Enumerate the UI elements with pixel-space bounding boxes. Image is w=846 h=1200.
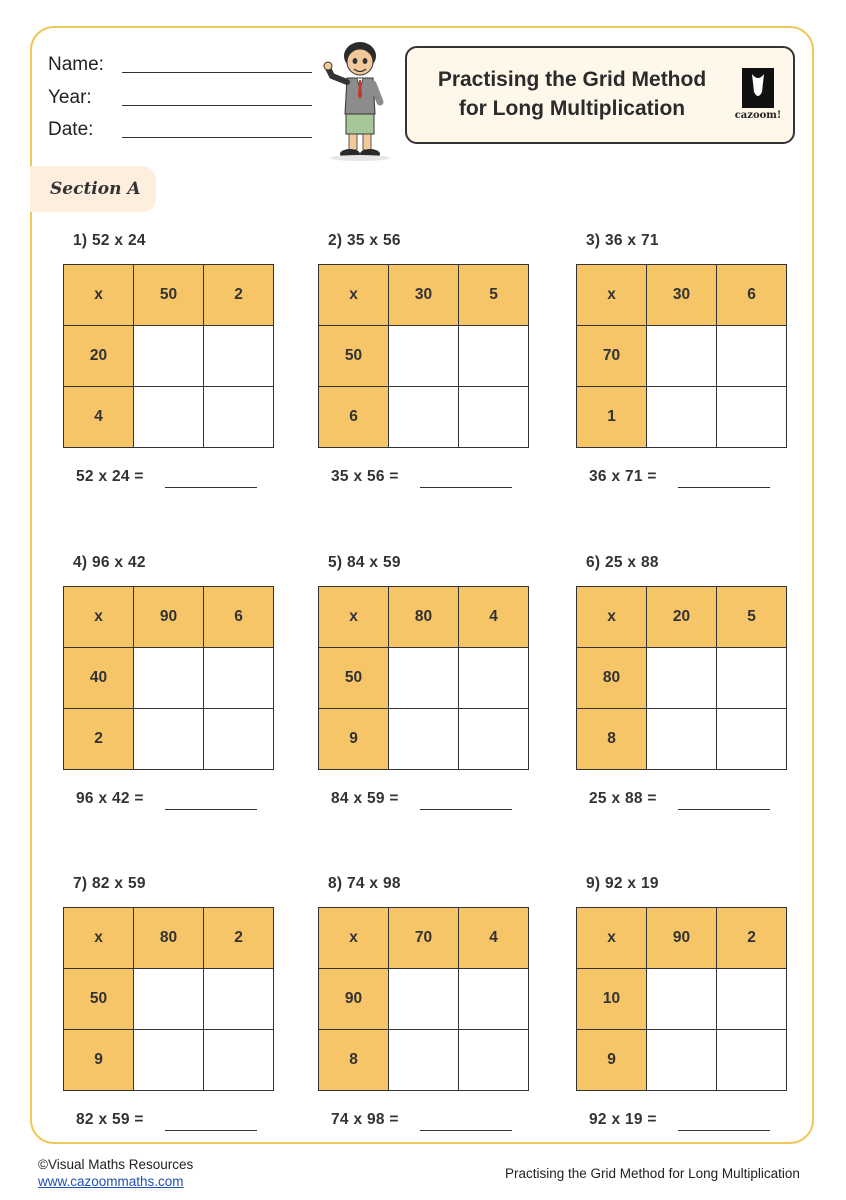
- grid-header-row: [577, 587, 787, 648]
- grid-answer-cell[interactable]: [204, 326, 274, 387]
- grid-answer-cell[interactable]: [134, 648, 204, 709]
- grid-answer-cell[interactable]: [459, 648, 529, 709]
- footer-title: Practising the Grid Method for Long Multiplication: [505, 1166, 800, 1181]
- question-label: 3) 36 x 71: [586, 232, 659, 249]
- multiplication-grid: [63, 907, 274, 1091]
- grid-answer-cell[interactable]: [459, 1030, 529, 1091]
- grid-header-row: [64, 587, 274, 648]
- grid-row: [577, 387, 787, 448]
- grid-row-header: 80: [577, 648, 647, 709]
- footer-copyright: ©Visual Maths Resources: [38, 1157, 194, 1172]
- grid-times-cell: x: [319, 587, 389, 648]
- answer-line[interactable]: [678, 487, 770, 488]
- grid-row-header: 50: [319, 326, 389, 387]
- answer-label: 84 x 59 =: [331, 790, 399, 807]
- grid-answer-cell[interactable]: [204, 709, 274, 770]
- grid-row: [577, 709, 787, 770]
- multiplication-grid: [576, 586, 787, 770]
- grid-answer-cell[interactable]: [717, 387, 787, 448]
- page-title-line2: for Long Multiplication: [458, 97, 686, 120]
- grid-answer-cell[interactable]: [717, 709, 787, 770]
- grid-answer-cell[interactable]: [204, 387, 274, 448]
- question-label: 5) 84 x 59: [328, 554, 401, 571]
- grid-row-header: 1: [577, 387, 647, 448]
- grid-times-cell: x: [319, 908, 389, 969]
- grid-row-header: 50: [319, 648, 389, 709]
- grid-row-header: 8: [577, 709, 647, 770]
- grid-answer-cell[interactable]: [134, 1030, 204, 1091]
- answer-label: 25 x 88 =: [589, 790, 657, 807]
- grid-row-header: 20: [64, 326, 134, 387]
- grid-column-header: 2: [204, 265, 274, 326]
- grid-row: [577, 648, 787, 709]
- answer-line[interactable]: [165, 809, 257, 810]
- question-label: 9) 92 x 19: [586, 875, 659, 892]
- grid-answer-cell[interactable]: [134, 387, 204, 448]
- grid-answer-cell[interactable]: [717, 1030, 787, 1091]
- grid-header-row: [577, 908, 787, 969]
- answer-line[interactable]: [165, 487, 257, 488]
- answer-line[interactable]: [420, 487, 512, 488]
- grid-times-cell: x: [64, 587, 134, 648]
- grid-row-header: 70: [577, 326, 647, 387]
- grid-answer-cell[interactable]: [717, 648, 787, 709]
- grid-header-row: [64, 908, 274, 969]
- grid-row: [577, 1030, 787, 1091]
- grid-column-header: 50: [134, 265, 204, 326]
- grid-column-header: 90: [134, 587, 204, 648]
- grid-answer-cell[interactable]: [389, 326, 459, 387]
- grid-answer-cell[interactable]: [647, 709, 717, 770]
- answer-label: 74 x 98 =: [331, 1111, 399, 1128]
- grid-row: [64, 326, 274, 387]
- grid-times-cell: x: [577, 908, 647, 969]
- grid-row-header: 2: [64, 709, 134, 770]
- grid-column-header: 20: [647, 587, 717, 648]
- grid-answer-cell[interactable]: [459, 709, 529, 770]
- grid-answer-cell[interactable]: [389, 1030, 459, 1091]
- answer-label: 96 x 42 =: [76, 790, 144, 807]
- answer-label: 92 x 19 =: [589, 1111, 657, 1128]
- grid-row: [319, 1030, 529, 1091]
- question-label: 8) 74 x 98: [328, 875, 401, 892]
- name-label: Name:: [48, 54, 104, 75]
- grid-row-header: 50: [64, 969, 134, 1030]
- grid-answer-cell[interactable]: [647, 387, 717, 448]
- grid-row: [577, 969, 787, 1030]
- grid-times-cell: x: [319, 265, 389, 326]
- answer-line[interactable]: [420, 1130, 512, 1131]
- grid-row-header: 90: [319, 969, 389, 1030]
- multiplication-grid: [318, 264, 529, 448]
- question-label: 6) 25 x 88: [586, 554, 659, 571]
- grid-answer-cell[interactable]: [389, 969, 459, 1030]
- grid-column-header: 80: [134, 908, 204, 969]
- answer-label: 35 x 56 =: [331, 468, 399, 485]
- grid-answer-cell[interactable]: [134, 709, 204, 770]
- multiplication-grid: [318, 907, 529, 1091]
- grid-column-header: 2: [717, 908, 787, 969]
- grid-answer-cell[interactable]: [459, 326, 529, 387]
- footer-website-link[interactable]: www.cazoommaths.com: [38, 1174, 184, 1189]
- grid-row: [64, 969, 274, 1030]
- grid-times-cell: x: [64, 265, 134, 326]
- answer-label: 36 x 71 =: [589, 468, 657, 485]
- grid-answer-cell[interactable]: [459, 969, 529, 1030]
- grid-answer-cell[interactable]: [389, 709, 459, 770]
- grid-row-header: 9: [577, 1030, 647, 1091]
- answer-line[interactable]: [678, 1130, 770, 1131]
- answer-line[interactable]: [165, 1130, 257, 1131]
- grid-times-cell: x: [577, 587, 647, 648]
- grid-row: [319, 709, 529, 770]
- name-field[interactable]: [122, 72, 312, 73]
- grid-column-header: 4: [459, 587, 529, 648]
- year-field[interactable]: [122, 105, 312, 106]
- grid-row-header: 10: [577, 969, 647, 1030]
- grid-times-cell: x: [64, 908, 134, 969]
- grid-answer-cell[interactable]: [647, 326, 717, 387]
- grid-row: [319, 969, 529, 1030]
- grid-row: [64, 709, 274, 770]
- boy-mascot-icon: [322, 32, 394, 162]
- grid-answer-cell[interactable]: [389, 648, 459, 709]
- grid-header-row: [319, 908, 529, 969]
- grid-answer-cell[interactable]: [389, 387, 459, 448]
- grid-answer-cell[interactable]: [204, 1030, 274, 1091]
- grid-column-header: 6: [717, 265, 787, 326]
- grid-answer-cell[interactable]: [134, 326, 204, 387]
- question-label: 4) 96 x 42: [73, 554, 146, 571]
- grid-row: [319, 648, 529, 709]
- answer-line[interactable]: [420, 809, 512, 810]
- title-box: [405, 46, 795, 144]
- grid-row: [577, 326, 787, 387]
- answer-line[interactable]: [678, 809, 770, 810]
- grid-header-row: [577, 265, 787, 326]
- grid-row-header: 9: [319, 709, 389, 770]
- multiplication-grid: [318, 586, 529, 770]
- grid-answer-cell[interactable]: [717, 969, 787, 1030]
- question-label: 1) 52 x 24: [73, 232, 146, 249]
- grid-column-header: 2: [204, 908, 274, 969]
- date-field[interactable]: [122, 137, 312, 138]
- section-label: Section A: [50, 179, 141, 199]
- grid-answer-cell[interactable]: [647, 648, 717, 709]
- grid-column-header: 5: [459, 265, 529, 326]
- grid-answer-cell[interactable]: [204, 648, 274, 709]
- date-label: Date:: [48, 119, 94, 140]
- grid-header-row: [319, 587, 529, 648]
- grid-row: [64, 1030, 274, 1091]
- cazoom-logo-text: cazoom!: [734, 110, 782, 121]
- grid-header-row: [64, 265, 274, 326]
- grid-column-header: 80: [389, 587, 459, 648]
- grid-row-header: 4: [64, 387, 134, 448]
- grid-row-header: 9: [64, 1030, 134, 1091]
- answer-label: 52 x 24 =: [76, 468, 144, 485]
- grid-column-header: 30: [389, 265, 459, 326]
- grid-row-header: 8: [319, 1030, 389, 1091]
- multiplication-grid: [63, 264, 274, 448]
- question-label: 2) 35 x 56: [328, 232, 401, 249]
- multiplication-grid: [576, 907, 787, 1091]
- grid-row: [64, 387, 274, 448]
- grid-answer-cell[interactable]: [204, 969, 274, 1030]
- answer-label: 82 x 59 =: [76, 1111, 144, 1128]
- question-label: 7) 82 x 59: [73, 875, 146, 892]
- grid-answer-cell[interactable]: [134, 969, 204, 1030]
- year-label: Year:: [48, 87, 92, 108]
- grid-column-header: 6: [204, 587, 274, 648]
- grid-column-header: 4: [459, 908, 529, 969]
- grid-row: [64, 648, 274, 709]
- multiplication-grid: [576, 264, 787, 448]
- grid-column-header: 90: [647, 908, 717, 969]
- grid-times-cell: x: [577, 265, 647, 326]
- grid-column-header: 30: [647, 265, 717, 326]
- grid-row: [319, 326, 529, 387]
- page-title-line1: Practising the Grid Method: [437, 68, 707, 91]
- grid-answer-cell[interactable]: [647, 969, 717, 1030]
- grid-header-row: [319, 265, 529, 326]
- multiplication-grid: [63, 586, 274, 770]
- grid-row-header: 40: [64, 648, 134, 709]
- grid-answer-cell[interactable]: [459, 387, 529, 448]
- grid-column-header: 5: [717, 587, 787, 648]
- grid-row-header: 6: [319, 387, 389, 448]
- grid-row: [319, 387, 529, 448]
- grid-column-header: 70: [389, 908, 459, 969]
- grid-answer-cell[interactable]: [647, 1030, 717, 1091]
- grid-answer-cell[interactable]: [717, 326, 787, 387]
